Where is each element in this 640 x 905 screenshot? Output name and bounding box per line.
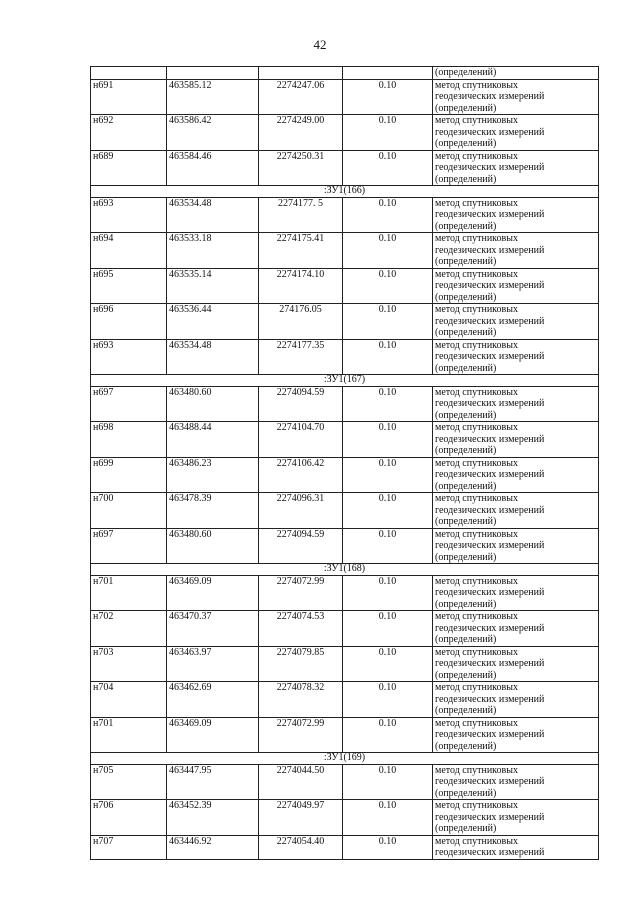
x-coordinate-cell: 463534.48 — [167, 339, 259, 375]
point-name-cell: н701 — [91, 575, 167, 611]
method-cell — [433, 611, 599, 647]
method-line: геодезических измерений — [435, 351, 545, 362]
method-cell — [433, 575, 599, 611]
accuracy-cell: 0.10 — [343, 268, 433, 304]
y-coordinate-cell: 2274044.50 — [259, 764, 343, 800]
y-coordinate-cell: 274176.05 — [259, 304, 343, 340]
method-line: (определений) — [435, 445, 497, 456]
x-coordinate-cell: 463447.95 — [167, 764, 259, 800]
point-name-cell: н697 — [91, 386, 167, 422]
point-name-cell: н689 — [91, 150, 167, 186]
accuracy-cell: 0.10 — [343, 493, 433, 529]
accuracy-cell: 0.10 — [343, 386, 433, 422]
method-line: (определений) — [435, 705, 497, 716]
table-row — [91, 493, 599, 529]
x-coordinate-cell: 463488.44 — [167, 422, 259, 458]
y-coordinate-cell: 2274175.41 — [259, 233, 343, 269]
table-row — [91, 422, 599, 458]
accuracy-cell: 0.10 — [343, 115, 433, 151]
point-name-cell: н696 — [91, 304, 167, 340]
y-coordinate-cell: 2274079.85 — [259, 646, 343, 682]
page-number: 42 — [313, 37, 327, 52]
point-name-cell: н704 — [91, 682, 167, 718]
table-row — [91, 682, 599, 718]
method-line: (определений) — [435, 598, 497, 610]
method-cell — [433, 268, 599, 304]
method-line: геодезических измерений — [435, 162, 545, 173]
table-row — [91, 304, 599, 340]
method-line: метод спутниковых — [435, 800, 518, 811]
continued-row — [91, 67, 599, 80]
method-line: (определений) — [435, 220, 497, 232]
section-header-row — [91, 375, 599, 387]
table-row — [91, 233, 599, 269]
x-coordinate-cell: 463452.39 — [167, 800, 259, 836]
method-line: (определений) — [435, 480, 497, 492]
coordinates-table — [90, 66, 599, 860]
table-row — [91, 800, 599, 836]
section-header-row — [91, 753, 599, 765]
y-coordinate-cell: 2274177. 5 — [259, 197, 343, 233]
y-coordinate-cell: 2274074.53 — [259, 611, 343, 647]
method-cell — [433, 150, 599, 186]
method-cell — [433, 386, 599, 422]
method-line: метод спутниковых — [435, 339, 518, 351]
method-line: (определений) — [435, 823, 497, 834]
table-row — [91, 115, 599, 151]
method-line: геодезических измерений — [435, 469, 545, 480]
point-name-cell: н693 — [91, 339, 167, 375]
method-line: метод спутниковых — [435, 304, 518, 315]
point-name-cell: н691 — [91, 79, 167, 115]
method-line: метод спутниковых — [435, 575, 518, 587]
method-line: геодезических измерений — [435, 587, 545, 598]
method-cell — [433, 682, 599, 718]
continued-method-cell: (определений) — [433, 67, 599, 80]
accuracy-cell: 0.10 — [343, 422, 433, 458]
method-line: метод спутниковых — [435, 115, 518, 126]
method-line: метод спутниковых — [435, 197, 518, 209]
table-row — [91, 150, 599, 186]
method-line: метод спутниковых — [435, 764, 518, 776]
method-cell — [433, 339, 599, 375]
method-line: геодезических измерений — [435, 315, 545, 327]
section-title: :ЗУ1(167) — [91, 375, 599, 387]
method-line: (определений) — [435, 669, 497, 681]
method-line: (определений) — [435, 787, 497, 799]
method-line: геодезических измерений — [435, 209, 545, 220]
table-row — [91, 457, 599, 493]
accuracy-cell: 0.10 — [343, 197, 433, 233]
method-line: метод спутниковых — [435, 422, 518, 433]
point-name-cell: н694 — [91, 233, 167, 269]
continued-y-cell — [259, 67, 343, 80]
method-line: геодезических измерений — [435, 776, 545, 787]
method-line: метод спутниковых — [435, 682, 518, 693]
method-cell — [433, 764, 599, 800]
x-coordinate-cell: 463535.14 — [167, 268, 259, 304]
y-coordinate-cell: 2274104.70 — [259, 422, 343, 458]
method-line: метод спутниковых — [435, 79, 518, 91]
accuracy-cell: 0.10 — [343, 339, 433, 375]
accuracy-cell: 0.10 — [343, 611, 433, 647]
y-coordinate-cell: 2274094.59 — [259, 386, 343, 422]
continued-x-cell — [167, 67, 259, 80]
accuracy-cell: 0.10 — [343, 304, 433, 340]
x-coordinate-cell: 463533.18 — [167, 233, 259, 269]
method-cell — [433, 197, 599, 233]
method-line: геодезических измерений — [435, 398, 545, 409]
y-coordinate-cell: 2274177.35 — [259, 339, 343, 375]
table-row — [91, 79, 599, 115]
x-coordinate-cell: 463586.42 — [167, 115, 259, 151]
method-cell — [433, 115, 599, 151]
method-cell — [433, 528, 599, 564]
table-row — [91, 575, 599, 611]
y-coordinate-cell: 2274094.59 — [259, 528, 343, 564]
method-line: (определений) — [435, 102, 497, 114]
method-line: метод спутниковых — [435, 233, 518, 244]
method-line: (определений) — [435, 634, 497, 645]
method-line: геодезических измерений — [435, 244, 545, 256]
section-title: :ЗУ1(169) — [91, 753, 599, 765]
table-row — [91, 268, 599, 304]
method-line: (определений) — [435, 327, 497, 338]
accuracy-cell: 0.10 — [343, 682, 433, 718]
y-coordinate-cell: 2274072.99 — [259, 717, 343, 753]
accuracy-cell: 0.10 — [343, 79, 433, 115]
table-row — [91, 646, 599, 682]
y-coordinate-cell: 2274078.32 — [259, 682, 343, 718]
method-line: геодезических измерений — [435, 729, 545, 740]
method-line: геодезических измерений — [435, 504, 545, 516]
point-name-cell: н700 — [91, 493, 167, 529]
method-cell — [433, 800, 599, 836]
method-line: (определений) — [435, 516, 497, 527]
method-line: (определений) — [435, 291, 497, 303]
accuracy-cell: 0.10 — [343, 764, 433, 800]
accuracy-cell: 0.10 — [343, 233, 433, 269]
point-name-cell: н707 — [91, 835, 167, 859]
y-coordinate-cell: 2274054.40 — [259, 835, 343, 859]
x-coordinate-cell: 463536.44 — [167, 304, 259, 340]
accuracy-cell: 0.10 — [343, 717, 433, 753]
method-line: геодезических измерений — [435, 811, 545, 823]
y-coordinate-cell: 2274096.31 — [259, 493, 343, 529]
accuracy-cell: 0.10 — [343, 457, 433, 493]
method-line: (определений) — [435, 551, 497, 563]
method-line: метод спутниковых — [435, 457, 518, 469]
y-coordinate-cell: 2274072.99 — [259, 575, 343, 611]
point-name-cell: н703 — [91, 646, 167, 682]
table-row — [91, 339, 599, 375]
method-line: геодезических измерений — [435, 280, 545, 291]
y-coordinate-cell: 2274249.00 — [259, 115, 343, 151]
section-header-row — [91, 186, 599, 198]
method-cell — [433, 457, 599, 493]
continued-name-cell — [91, 67, 167, 80]
method-line: метод спутниковых — [435, 493, 518, 504]
method-line: геодезических измерений — [435, 847, 545, 858]
method-line: (определений) — [435, 138, 497, 149]
point-name-cell: н705 — [91, 764, 167, 800]
table-row — [91, 386, 599, 422]
x-coordinate-cell: 463478.39 — [167, 493, 259, 529]
y-coordinate-cell: 2274250.31 — [259, 150, 343, 186]
x-coordinate-cell: 463480.60 — [167, 528, 259, 564]
x-coordinate-cell: 463446.92 — [167, 835, 259, 859]
y-coordinate-cell: 2274174.10 — [259, 268, 343, 304]
accuracy-cell: 0.10 — [343, 835, 433, 859]
method-cell — [433, 646, 599, 682]
method-cell — [433, 233, 599, 269]
x-coordinate-cell: 463534.48 — [167, 197, 259, 233]
method-line: метод спутниковых — [435, 717, 518, 729]
point-name-cell: н706 — [91, 800, 167, 836]
point-name-cell: н697 — [91, 528, 167, 564]
method-cell — [433, 493, 599, 529]
accuracy-cell: 0.10 — [343, 150, 433, 186]
method-line: метод спутниковых — [435, 268, 518, 280]
method-cell — [433, 717, 599, 753]
x-coordinate-cell: 463469.09 — [167, 575, 259, 611]
method-line: метод спутниковых — [435, 528, 518, 540]
accuracy-cell: 0.10 — [343, 800, 433, 836]
method-cell — [433, 304, 599, 340]
section-header-row — [91, 564, 599, 576]
method-line: геодезических измерений — [435, 433, 545, 445]
method-line: метод спутниковых — [435, 835, 518, 847]
x-coordinate-cell: 463585.12 — [167, 79, 259, 115]
table-row — [91, 717, 599, 753]
method-line: метод спутниковых — [435, 150, 518, 162]
method-line: геодезических измерений — [435, 693, 545, 705]
x-coordinate-cell: 463469.09 — [167, 717, 259, 753]
table-row — [91, 197, 599, 233]
continued-delta-cell — [343, 67, 433, 80]
y-coordinate-cell: 2274247.06 — [259, 79, 343, 115]
method-line: геодезических измерений — [435, 622, 545, 634]
method-line: геодезических измерений — [435, 540, 545, 551]
table-row — [91, 528, 599, 564]
point-name-cell: н693 — [91, 197, 167, 233]
section-title: :ЗУ1(166) — [91, 186, 599, 198]
x-coordinate-cell: 463463.97 — [167, 646, 259, 682]
table-row — [91, 764, 599, 800]
method-line: геодезических измерений — [435, 91, 545, 102]
coordinates-table-body — [91, 67, 599, 860]
point-name-cell: н699 — [91, 457, 167, 493]
method-cell — [433, 835, 599, 859]
x-coordinate-cell: 463462.69 — [167, 682, 259, 718]
method-line: (определений) — [435, 362, 497, 374]
point-name-cell: н695 — [91, 268, 167, 304]
point-name-cell: н692 — [91, 115, 167, 151]
table-row — [91, 611, 599, 647]
point-name-cell: н698 — [91, 422, 167, 458]
method-cell — [433, 422, 599, 458]
y-coordinate-cell: 2274106.42 — [259, 457, 343, 493]
accuracy-cell: 0.10 — [343, 528, 433, 564]
y-coordinate-cell: 2274049.97 — [259, 800, 343, 836]
method-line: метод спутниковых — [435, 386, 518, 398]
x-coordinate-cell: 463584.46 — [167, 150, 259, 186]
x-coordinate-cell: 463486.23 — [167, 457, 259, 493]
point-name-cell: н702 — [91, 611, 167, 647]
method-line: (определений) — [435, 256, 497, 267]
method-line: геодезических измерений — [435, 658, 545, 669]
method-line: метод спутниковых — [435, 611, 518, 622]
section-title: :ЗУ1(168) — [91, 564, 599, 576]
point-name-cell: н701 — [91, 717, 167, 753]
x-coordinate-cell: 463480.60 — [167, 386, 259, 422]
accuracy-cell: 0.10 — [343, 646, 433, 682]
method-cell — [433, 79, 599, 115]
table-row — [91, 835, 599, 859]
method-line: (определений) — [435, 740, 497, 752]
accuracy-cell: 0.10 — [343, 575, 433, 611]
method-line: геодезических измерений — [435, 126, 545, 138]
method-line: (определений) — [435, 173, 497, 185]
x-coordinate-cell: 463470.37 — [167, 611, 259, 647]
method-line: (определений) — [435, 409, 497, 421]
method-line: метод спутниковых — [435, 646, 518, 658]
